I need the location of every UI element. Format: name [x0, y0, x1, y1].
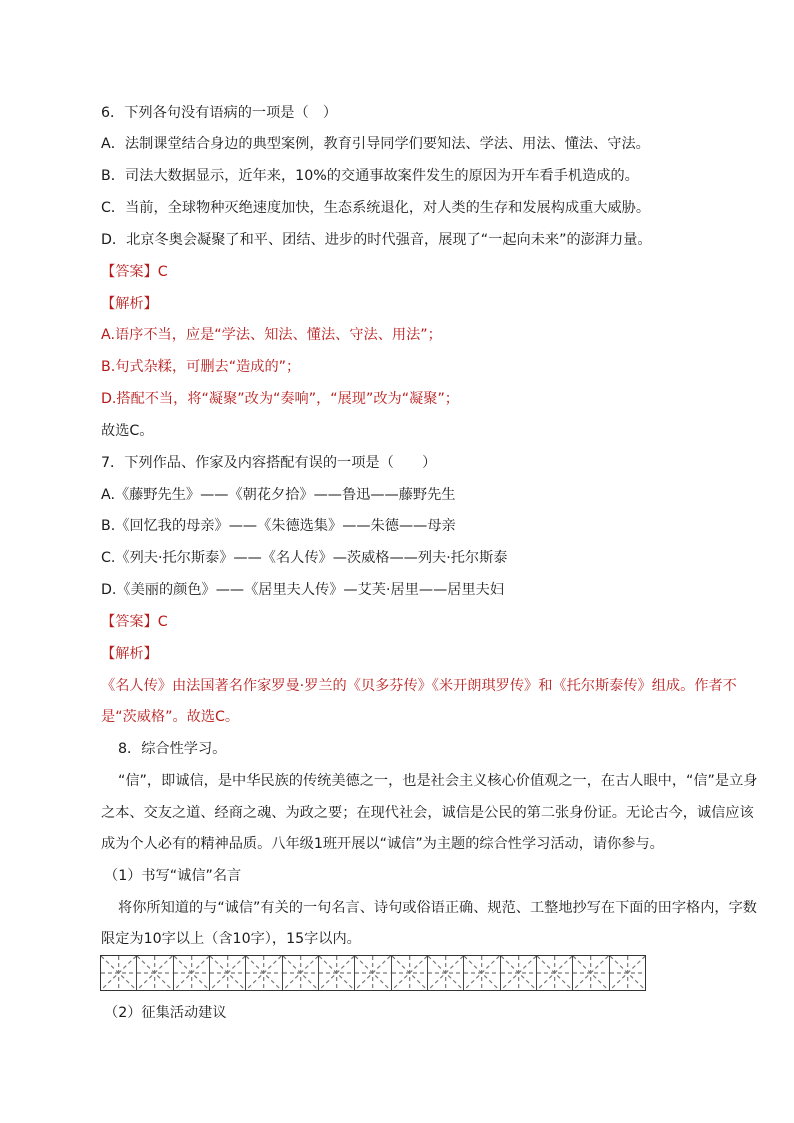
q8-intro-line3: 成为个人必有的精神品质。八年级1班开展以“诚信”为主题的综合性学习活动，请你参与。: [101, 836, 664, 852]
q7-option-a: A.《藤野先生》——《朝花夕拾》——鲁迅——藤野先生: [101, 487, 456, 503]
q6-analysis-label: 【解析】: [101, 296, 158, 312]
q6-analysis-d: D.搭配不当，将“凝聚”改为“奏响”，“展现”改为“凝聚”；: [101, 391, 459, 407]
q8-intro-line2: 之本、交友之道、经商之魂、为政之要；在现代社会，诚信是公民的第二张身份证。无论古今，诚信应该: [101, 805, 754, 821]
grid-cell[interactable]: [137, 956, 173, 990]
q8-part2-title: （2）征集活动建议: [104, 1005, 227, 1021]
grid-cell[interactable]: [428, 956, 464, 990]
grid-cell[interactable]: [319, 956, 355, 990]
q7-answer: 【答案】C: [101, 614, 168, 630]
tianzige-writing-grid[interactable]: [100, 955, 646, 991]
q7-analysis-line1: 《名人传》由法国著名作家罗曼·罗兰的《贝多芬传》《米开朗琪罗传》和《托尔斯泰传》组成。作者不: [101, 678, 737, 694]
q7-option-b: B.《回忆我的母亲》——《朱德选集》——朱德——母亲: [101, 518, 456, 534]
grid-cell[interactable]: [464, 956, 500, 990]
q8-part1-instr-line1: 将你所知道的与“诚信”有关的一句名言、诗句或俗语正确、规范、工整地抄写在下面的田字格内，字数: [118, 900, 757, 916]
q6-conclusion: 故选C。: [101, 423, 154, 439]
q6-option-b: B．司法大数据显示，近年来，10%的交通事故案件发生的原因为开车看手机造成的。: [101, 168, 639, 184]
q6-analysis-a: A.语序不当，应是“学法、知法、懂法、守法、用法”；: [101, 327, 442, 343]
grid-cell[interactable]: [537, 956, 573, 990]
grid-cell[interactable]: [174, 956, 210, 990]
q6-option-c: C．当前，全球物种灭绝速度加快，生态系统退化，对人类的生存和发展构成重大威胁。: [101, 200, 651, 216]
q7-option-c: C.《列夫·托尔斯泰》——《名人传》—茨威格——列夫·托尔斯泰: [101, 550, 508, 566]
grid-cell[interactable]: [355, 956, 391, 990]
grid-cell[interactable]: [501, 956, 537, 990]
q6-option-d: D．北京冬奥会凝聚了和平、团结、进步的时代强音，展现了“一起向未来”的澎湃力量。: [101, 232, 652, 248]
q7-analysis-label: 【解析】: [101, 646, 158, 662]
grid-cell[interactable]: [610, 956, 645, 990]
q8-part1-instr-line2: 限定为10字以上（含10字），15字以内。: [101, 931, 361, 947]
grid-cell[interactable]: [573, 956, 609, 990]
q6-option-a: A．法制课堂结合身边的典型案例，教育引导同学们要知法、学法、用法、懂法、守法。: [101, 136, 650, 152]
grid-cell[interactable]: [392, 956, 428, 990]
q6-analysis-b: B.句式杂糅，可删去“造成的”；: [101, 359, 301, 375]
q8-intro-line1: “信”，即诚信，是中华民族的传统美德之一，也是社会主义核心价值观之一，在古人眼中，“信”是立身: [118, 773, 758, 789]
q7-analysis-line2: 是“茨威格”。故选C。: [101, 709, 240, 725]
q6-stem: 6．下列各句没有语病的一项是（ ）: [101, 105, 338, 121]
q8-stem: 8．综合性学习。: [118, 741, 227, 757]
q7-stem: 7．下列作品、作家及内容搭配有误的一项是（ ）: [101, 455, 437, 471]
q7-option-d: D.《美丽的颜色》——《居里夫人传》—艾芙·居里——居里夫妇: [101, 582, 505, 598]
q8-part1-title: （1）书写“诚信”名言: [104, 868, 242, 884]
grid-cell[interactable]: [283, 956, 319, 990]
q6-answer: 【答案】C: [101, 264, 168, 280]
grid-cell[interactable]: [210, 956, 246, 990]
grid-cell[interactable]: [246, 956, 282, 990]
grid-cell[interactable]: [101, 956, 137, 990]
